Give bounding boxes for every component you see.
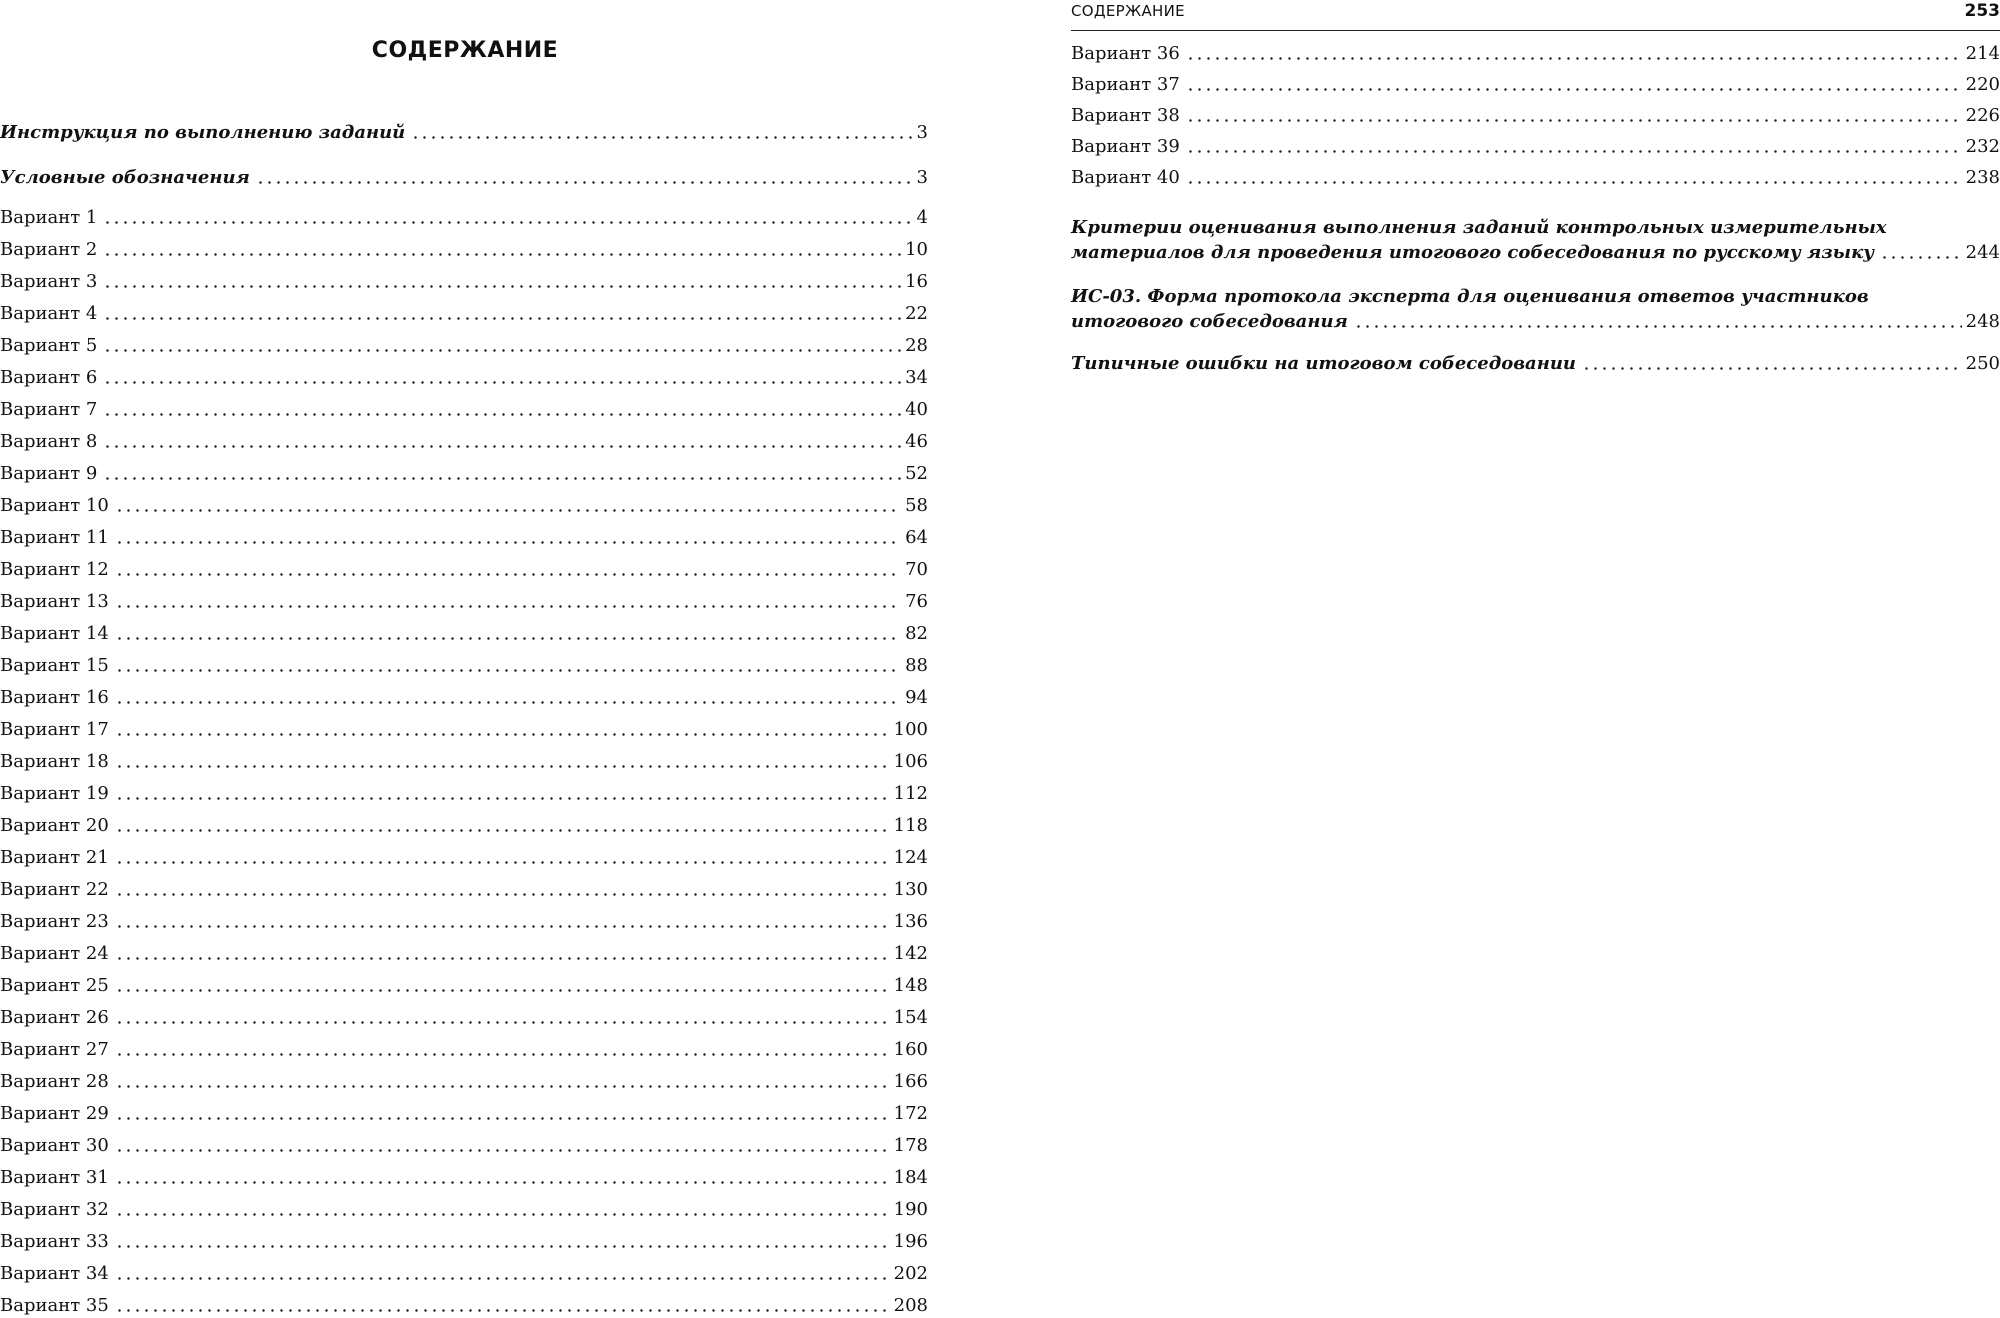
toc-entry-page: 130 [890,878,928,902]
toc-entry-typical-errors[interactable] [1071,351,2000,376]
toc-entry-variant[interactable] [0,1134,928,1158]
dot-leader [115,1309,890,1312]
toc-entry-variant[interactable] [0,654,928,678]
dot-leader [256,181,913,184]
toc-entry-label-line1: ИС-03. Форма протокола эксперта для оценивания ответов участников [1071,284,2000,309]
toc-entry-variant[interactable] [0,974,928,998]
toc-entry-page: 136 [890,910,928,934]
toc-entry-page: 148 [890,974,928,998]
toc-entry-label: Вариант 15 [0,654,115,678]
toc-entry-variant[interactable] [0,302,928,326]
toc-entry-label: Вариант 4 [0,302,103,326]
dot-leader [103,445,901,448]
dot-leader [115,1117,890,1120]
toc-entry-label: Вариант 29 [0,1102,115,1126]
dot-leader [115,893,890,896]
toc-entry-symbols[interactable] [0,166,928,190]
dot-leader [115,509,901,512]
toc-entry-label: Вариант 23 [0,910,115,934]
toc-entry-page: 124 [890,846,928,870]
toc-entry-label: Вариант 37 [1071,73,1186,97]
toc-entry-page: 22 [901,302,928,326]
toc-entry-label: Вариант 18 [0,750,115,774]
dot-leader [115,669,901,672]
toc-entry-label: Вариант 9 [0,462,103,486]
dot-leader [115,925,890,928]
toc-entry-protocol-form[interactable] [1071,284,2000,334]
dot-leader [1186,150,1962,153]
dot-leader [103,413,901,416]
toc-entry-page: 166 [890,1070,928,1094]
dot-leader [1880,256,1962,259]
toc-entry-label: Вариант 32 [0,1198,115,1222]
dot-leader [103,349,901,352]
toc-entry-variant[interactable] [0,1038,928,1062]
toc-entry-page: 100 [890,718,928,742]
toc-entry-variant[interactable] [1071,42,2000,66]
dot-leader [115,1053,890,1056]
toc-entry-page: 154 [890,1006,928,1030]
toc-entry-variant[interactable] [0,366,928,390]
toc-entry-page: 82 [901,622,928,646]
toc-entry-label: Вариант 34 [0,1262,115,1286]
toc-entry-variant[interactable] [0,1102,928,1126]
toc-entry-variant[interactable] [0,430,928,454]
toc-entry-label: Вариант 5 [0,334,103,358]
dot-leader [115,797,890,800]
toc-entry-variant[interactable] [0,238,928,262]
running-head-title: СОДЕРЖАНИЕ [1071,2,1185,20]
toc-entry-label: Вариант 16 [0,686,115,710]
toc-entry-page: 178 [890,1134,928,1158]
toc-entry-page: 184 [890,1166,928,1190]
running-head [1071,0,2000,31]
toc-entry-label-line2: материалов для проведения итогового собеседования по русскому языку [1071,240,1880,265]
toc-entry-label: Условные обозначения [0,166,256,190]
toc-entry-page: 118 [890,814,928,838]
toc-entry-variant[interactable] [0,1198,928,1222]
toc-entry-page: 52 [901,462,928,486]
toc-entry-page: 220 [1962,73,2000,97]
toc-entry-label: Вариант 21 [0,846,115,870]
toc-entry-page: 190 [890,1198,928,1222]
toc-entry-page: 160 [890,1038,928,1062]
toc-entry-label: Вариант 8 [0,430,103,454]
toc-entry-variant[interactable] [1071,104,2000,128]
dot-leader [115,829,890,832]
toc-entry-label: Вариант 25 [0,974,115,998]
toc-entry-criteria[interactable] [1071,215,2000,265]
dot-leader [115,1277,890,1280]
toc-entry-page: 172 [890,1102,928,1126]
toc-entry-variant[interactable] [0,494,928,518]
toc-entry-label: Вариант 10 [0,494,115,518]
toc-entry-label: Вариант 17 [0,718,115,742]
toc-entry-page: 10 [901,238,928,262]
toc-entry-label: Вариант 3 [0,270,103,294]
toc-entry-variant[interactable] [0,1070,928,1094]
toc-entry-variant[interactable] [0,558,928,582]
toc-entry-variant[interactable] [0,814,928,838]
toc-entry-variant[interactable] [0,1294,928,1318]
toc-entry-variant[interactable] [0,1166,928,1190]
toc-entry-variant[interactable] [1071,135,2000,159]
toc-entry-label: Вариант 39 [1071,135,1186,159]
page-title: СОДЕРЖАНИЕ [0,38,930,63]
toc-entry-page: 88 [901,654,928,678]
toc-entry-instructions[interactable] [0,121,928,145]
toc-entry-page: 76 [901,590,928,614]
dot-leader [1186,88,1962,91]
toc-entry-label: Вариант 35 [0,1294,115,1318]
toc-entry-label: Вариант 1 [0,206,103,230]
toc-entry-page: 208 [890,1294,928,1318]
dot-leader [103,381,901,384]
toc-entry-variant[interactable] [0,398,928,422]
dot-leader [103,253,901,256]
toc-entry-page: 58 [901,494,928,518]
toc-entry-variant[interactable] [0,686,928,710]
dot-leader [115,733,890,736]
toc-entry-label: Вариант 12 [0,558,115,582]
dot-leader [103,477,901,480]
toc-entry-label-line1: Критерии оценивания выполнения заданий контрольных измерительных [1071,215,2000,240]
dot-leader [1582,367,1962,370]
toc-entry-label: Вариант 22 [0,878,115,902]
toc-entry-variant[interactable] [0,462,928,486]
toc-entry-label: Вариант 28 [0,1070,115,1094]
toc-entry-page: 94 [901,686,928,710]
page-number: 253 [1965,1,2000,21]
toc-entry-page: 112 [890,782,928,806]
toc-entry-page: 106 [890,750,928,774]
toc-entry-page: 196 [890,1230,928,1254]
toc-entry-label: Вариант 33 [0,1230,115,1254]
toc-entry-variant[interactable] [0,334,928,358]
toc-entry-page: 244 [1962,240,2000,265]
toc-entry-variant[interactable] [0,1262,928,1286]
dot-leader [115,861,890,864]
toc-entry-variant[interactable] [0,526,928,550]
toc-entry-variant[interactable] [0,782,928,806]
toc-entry-page: 142 [890,942,928,966]
dot-leader [1354,325,1962,328]
dot-leader [115,957,890,960]
toc-entry-variant[interactable] [0,206,928,230]
dot-leader [115,1213,890,1216]
toc-entry-label: Вариант 26 [0,1006,115,1030]
dot-leader [115,1021,890,1024]
dot-leader [103,221,912,224]
toc-entry-page: 4 [913,206,928,230]
toc-entry-label: Вариант 38 [1071,104,1186,128]
toc-entry-variant[interactable] [0,846,928,870]
toc-entry-variant[interactable] [0,590,928,614]
toc-entry-page: 70 [901,558,928,582]
dot-leader [1186,57,1962,60]
toc-entry-page: 226 [1962,104,2000,128]
dot-leader [1186,181,1962,184]
toc-entry-variant[interactable] [0,622,928,646]
toc-entry-label: Вариант 30 [0,1134,115,1158]
toc-entry-variant[interactable] [0,878,928,902]
toc-entry-page: 28 [901,334,928,358]
dot-leader [103,285,901,288]
toc-entry-page: 40 [901,398,928,422]
toc-entry-label-line2: итогового собеседования [1071,309,1354,334]
toc-entry-variant[interactable] [0,910,928,934]
toc-entry-label: Вариант 2 [0,238,103,262]
dot-leader [115,765,890,768]
dot-leader [115,637,901,640]
toc-entry-variant[interactable] [0,718,928,742]
toc-entry-page: 202 [890,1262,928,1286]
toc-entry-page: 46 [901,430,928,454]
dot-leader [115,573,901,576]
toc-entry-label: Вариант 14 [0,622,115,646]
dot-leader [1186,119,1962,122]
dot-leader [115,1181,890,1184]
dot-leader [411,136,912,139]
dot-leader [115,701,901,704]
toc-entry-page: 16 [901,270,928,294]
toc-entry-label: Вариант 19 [0,782,115,806]
dot-leader [115,989,890,992]
toc-entry-page: 214 [1962,42,2000,66]
toc-entry-variant[interactable] [1071,166,2000,190]
toc-entry-variant[interactable] [0,270,928,294]
toc-entry-page: 3 [913,166,928,190]
toc-entry-variant[interactable] [0,1006,928,1030]
toc-entry-page: 34 [901,366,928,390]
toc-entry-page: 250 [1962,351,2000,376]
dot-leader [115,1245,890,1248]
toc-entry-label: Вариант 36 [1071,42,1186,66]
toc-entry-label: Типичные ошибки на итоговом собеседовании [1071,351,1582,376]
toc-entry-label: Вариант 40 [1071,166,1186,190]
toc-entry-label: Вариант 6 [0,366,103,390]
toc-entry-variant[interactable] [1071,73,2000,97]
toc-entry-page: 248 [1962,309,2000,334]
toc-entry-label: Вариант 27 [0,1038,115,1062]
toc-entry-label: Вариант 31 [0,1166,115,1190]
toc-entry-label: Вариант 11 [0,526,115,550]
toc-entry-page: 238 [1962,166,2000,190]
dot-leader [115,541,901,544]
toc-entry-page: 64 [901,526,928,550]
toc-entry-variant[interactable] [0,1230,928,1254]
toc-entry-label: Инструкция по выполнению заданий [0,121,411,145]
dot-leader [115,1149,890,1152]
toc-entry-label: Вариант 24 [0,942,115,966]
toc-entry-label: Вариант 13 [0,590,115,614]
dot-leader [115,605,901,608]
dot-leader [115,1085,890,1088]
toc-entry-page: 3 [913,121,928,145]
toc-entry-label: Вариант 7 [0,398,103,422]
toc-entry-label: Вариант 20 [0,814,115,838]
toc-entry-variant[interactable] [0,750,928,774]
toc-entry-page: 232 [1962,135,2000,159]
toc-entry-variant[interactable] [0,942,928,966]
dot-leader [103,317,901,320]
